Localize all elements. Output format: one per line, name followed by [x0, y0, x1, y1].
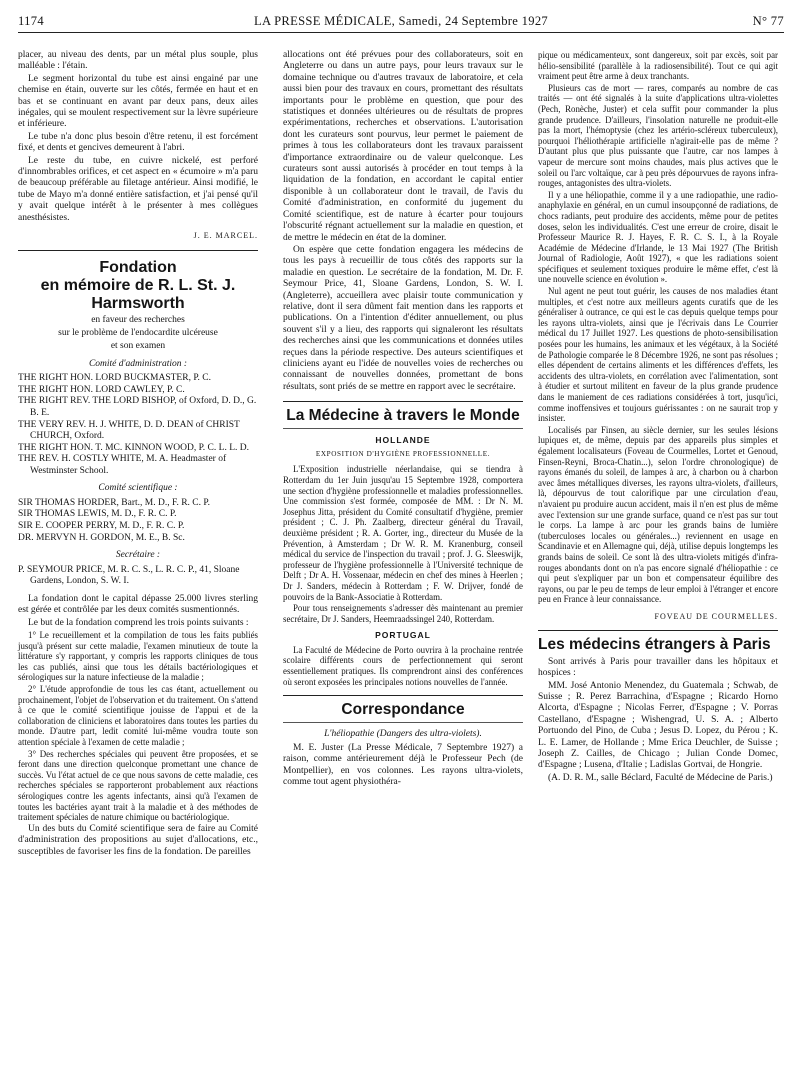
committee-heading: Secrétaire :: [115, 550, 161, 561]
committee-member: THE REV. H. COSTLY WHITE, M. A. Headmaster of Westminster School.: [18, 454, 227, 476]
column-3: [538, 50, 778, 785]
committee-member: DR. MERVYN H. GORDON, M. E., B. Sc.: [18, 532, 185, 543]
divider: [283, 401, 523, 402]
paragraph: MM. José Antonio Menendez, du Guatemala ; Schwab, de Suisse ; R. Perez Barrachina, d'Espagne ; Ricardo Horno Alcorta, d'Espagne ; Nicolas Ferrer, d'Espagne ; V. Porras Castellano, d'Espagne ; Wishengrad, U. S. A. ; Alberto Portuondo del Pino, de Cuba ; Jesus D. Lopez, du Pérou ; K. L. E. Lamer, de Hollande ; Mme Erica Deuchler, de Suisse ; Joseph Z. Cailles, de Chicago ; Julian Conde Domec, d'Espagne ; Lusena, d'Italie ; Ladislas Gortvai, de Hongrie.: [538, 680, 778, 771]
paragraph: Le but de la fondation comprend les trois points suivants :: [28, 617, 249, 628]
paragraph: Le tube n'a donc plus besoin d'être retenu, il est forcément fixé, et dents et gencives demeurent à l'abri.: [18, 131, 258, 154]
paragraph: Un des buts du Comité scientifique sera de faire au Comité d'administration des propositions au sujet d'allocations, etc., susceptibles de favoriser les fins de la fondation. De pareilles: [18, 823, 258, 857]
divider: [283, 428, 523, 429]
paragraph: Nul agent ne peut tout guérir, les causes de nos maladies étant multiples, et c'est notre aux meilleurs agents curatifs que de les généraliser à outrance, ce qui est le cas depuis quelque temps pour les rayons ultra-violets, ainsi que je l'écrivais dans Le Courrier médical du 17 Juillet 1927. Les questions de photo-sensibilisation posées pour les humains, les animaux et les végétaux, à la Société de Pathologie comparée le 8 Décembre 1926, ne sont pas résolues ; elles dépendent de certains aliments et les différences d'effets, les accidents des ultra-violets, en corrélation avec l'alimentation, sont à étudier et surtout militent en faveur de la plus grande prudence dans le maniement de ces radiations considérées à tort, jusqu'ici, comme inoffensives et toujours guérissantes : on ne saurait trop y insister.: [538, 286, 778, 424]
paragraph: 3° Des recherches spéciales qui peuvent être proposées, et se feront dans une direction quelconque promettant une chance de succès. Vu l'état actuel de ce que nous savons de cette maladie, ces recherches spéciales se rapporteront probablement aux réactions sérologiques contre les agents infectants, ainsi qu'à l'examen de toutes les bactéries ayant trait à la maladie et à des méthodes de traitement spéciales de nature chimique ou bactériologique.: [18, 748, 258, 823]
paragraph: L'Exposition industrielle néerlandaise, qui se tiendra à Rotterdam du 1er Juin jusqu'au 15 Septembre 1928, comportera une section d'hygiène professionnelle et maladies professionnelles. Une commission s'est formée, composée de MM. : Dr N. M. Josephus Jitta, président du Comité consultatif d'hygiène, premier président ; C. J. Ph. Zaalberg, directeur général du Travail, deuxième président ; R. A. Gorter, ing., directeur du Musée de la Prévention, à Amsterdam ; Dr W. R. M. Kranenburg, conseil médical du service de l'inspection du travail ; prof. J. G. Sleeswijk, professeur de l'hygiène professionnelle à l'Université technique de Delft ; Dr A. H. Vossenaar, médecin en chef des mines à Heerlen ; Dr J. Sanders, médecin à Rotterdam ; F. W. Drijver, fondé de pouvoirs de la Bank-Associatie à Rotterdam.: [283, 464, 523, 602]
paragraph: On espère que cette fondation engagera les médecins de tous les pays à recueillir de tous côtés des rapports sur la maladie en question. Le secrétaire de la fondation, M. Dr. F. Seymour Price, 41, Sloane Gardens, London, S. W. I. (Angleterre), accueillera avec plaisir toute communication y relative, dont il sera dûment fait mention dans les rapports et publications. On a l'intention d'éditer annuellement, ou plus souvent s'il y a lieu, des rapports qui signaleront les résultats des recherches ainsi que les communications et données utiles reçues dans la période respective. Des auteurs scientifiques et cliniciens ayant eu l'idée de nouvelles voies de recherches ou connaissant de nouvelles données, promettant de bons résultats, sont priés de se mettre en rapport avec le secrétaire.: [283, 244, 523, 392]
fondation-subtitle: et son examen: [110, 341, 166, 352]
column-1: [18, 50, 258, 859]
section-title: La Médecine à travers le Monde: [286, 407, 520, 425]
journal-title: LA PRESSE MÉDICALE, Samedi, 24 Septembre 1927: [253, 14, 549, 28]
committee-member: THE RIGHT HON. LORD CAWLEY, P. C.: [18, 384, 185, 395]
committee-member: SIR THOMAS HORDER, Bart., M. D., F. R. C. P.: [18, 497, 210, 508]
paragraph: allocations ont été prévues pour des collaborateurs, soit en Angleterre ou dans un autre pays, pour leurs travaux sur le domaine technique ou d'autres travaux de laboratoire, et cela aussi bien pour des travaux en cours, promettant des résultats importants pour le problème en question, que pour des statistiques et données ultérieures ou de résultats de propres expérimentations, recherches et observations. L'autorisation dont les curateurs sont pourvus, leur permet le paiement de primes à tous les collaborateurs dont les travaux paraissent d'importance extraordinaire ou de valeur quelconque. Les curateurs sont aussi autorisés à procéder en tout temps à la liquidation de la fondation, en accordant le capital entier disponible à un collaborateur dont le travail, de l'avis du Comité d'administration, en conformité du jugement du Comité scientifique, est de nature à écarter pour toujours l'obscurité régnant actuellement sur la maladie en question, et de mettre le médecin en état de la dominer.: [283, 50, 523, 243]
country-heading: PORTUGAL: [375, 630, 431, 641]
paragraph: Localisés par Finsen, au siècle dernier, sur les seules lésions lupiques et, de même, depuis par des appareils plus simples et également localisateurs (Foveau de Courmelles, Lortet et Genoud, Finsen-Reyni, Broca-Chatin...), selon l'ordre chronologique) de rayons émanés du soleil, de lampes à arc, à charbon ou à charbon avec âmes métalliques diverses, les rayons ultra-violets, d'ailleurs, là, dépourvus de tout calorifique par une circulation d'eau, n'avaient pu produire aucun accident, mais il n'en est plus de même avec l'extension sur une grande surface, quand ce n'est pas sur tout le corps. La lampe à arc pour les grands bains de lumière (tuberculoses locales ou générales...) reviennent en usage en Scandinavie et en Allemagne qui, déjà, utilise depuis longtemps les grands bains de soleil. Ce sont là des ultra-violets mitigés d'infra-rouges abondants dont on n'a pas encore signalé d'héliopathie : ce qui peut s'expliquer par un bon et compensateur équilibre des rayons, ou par le peu de temps de leur emploi à l'étranger et encore peu en France à leur connaissance.: [538, 424, 778, 605]
paragraph: Pour tous renseignements s'adresser dès maintenant au premier secrétaire, Dr J. Sanders, Heemraadssingel 240, Rotterdam.: [283, 603, 523, 624]
paragraph: placer, au niveau des dents, par un métal plus souple, plus malléable : l'étain.: [18, 50, 258, 72]
page-number: 1174: [18, 14, 44, 28]
paragraph: pique ou médicamenteux, sont dangereux, soit par excès, soit par hélio-sensibilité (parallèle à la radiosensibilité). Tout ce qui agit vraiment peut être arme à deux tranchants.: [538, 50, 778, 82]
paragraph: La fondation dont le capital dépasse 25.000 livres sterling est gérée et contrôlée par les deux comités susmentionnés.: [18, 593, 258, 616]
paragraph: (A. D. R. M., salle Béclard, Faculté de Médecine de Paris.): [548, 772, 773, 783]
section-title: Correspondance: [341, 701, 465, 719]
issue-number: N° 77: [752, 14, 784, 28]
correspondence-subtitle: L'héliopathie (Dangers des ultra-violets).: [324, 728, 482, 739]
paragraph: Le reste du tube, en cuivre nickelé, est perforé d'innombrables orifices, et cet aspect en « écumoire » m'a paru de beaucoup préférable au filetage antérieur. Ainsi modifié, le tube de Mayo m'a donné entière satisfaction, et j'ai pensé qu'il y avait quelque intérêt à le présenter à mes collègues anesthésistes.: [18, 155, 258, 223]
subsection-heading: EXPOSITION D'HYGIÈNE PROFESSIONNELLE.: [315, 450, 491, 458]
divider: [283, 695, 523, 696]
committee-member: THE RIGHT HON. LORD BUCKMASTER, P. C.: [18, 373, 212, 384]
committee-heading: Comité scientifique :: [98, 483, 178, 494]
column-2: [283, 50, 523, 790]
divider: [283, 722, 523, 723]
committee-member: THE RIGHT REV. THE LORD BISHOP, of Oxford, D. D., G. B. E.: [18, 396, 257, 418]
divider: [18, 250, 258, 251]
committee-heading: Comité d'administration :: [88, 358, 188, 369]
section-title: Les médecins étrangers à Paris: [538, 636, 771, 654]
fondation-title-2: en mémoire de R. L. St. J. Harmsworth: [40, 276, 236, 312]
fondation-title: Fondation: [99, 258, 177, 276]
signature: FOVEAU DE COURMELLES.: [654, 611, 778, 621]
fondation-subtitle: en faveur des recherches: [91, 314, 185, 325]
committee-member: THE RIGHT HON. T. MC. KINNON WOOD, P. C. L. L. D.: [18, 442, 249, 453]
paragraph: 1° Le recueillement et la compilation de tous les faits publiés jusqu'à présent sur cette maladie, l'examen minutieux de toute la littérature s'y rapportant, y compris les rapports cliniques de tous les cas publiés, ainsi que tous les détails bactériologiques et sérologiques sur la nature infectieuse de la maladie ;: [18, 630, 258, 683]
paragraph: Sont arrivés à Paris pour travailler dans les hôpitaux et hospices :: [538, 656, 778, 679]
paragraph: La Faculté de Médecine de Porto ouvrira à la prochaine rentrée scolaire différents cours de perfectionnement qui seront essentiellement pratiques. Ils comprendront ainsi des conférences où seront exposées les principales notions nouvelles de l'année.: [283, 644, 523, 687]
paragraph: M. E. Juster (La Presse Médicale, 7 Septembre 1927) a raison, comme antérieurement déjà le Professeur Pech (de Montpellier), en vos colonnes. Les rayons ultra-violets, comme tout agent physiothéra-: [283, 742, 523, 788]
signature: J. E. MARCEL.: [193, 231, 258, 241]
committee-member: THE VERY REV. H. J. WHITE, D. D. DEAN of CHRIST CHURCH, Oxford.: [18, 419, 240, 442]
paragraph: Il y a une héliopathie, comme il y a une radiopathie, une radio-anaphylaxie en général, en un cumul insoupçonné de radiations, de chocs radiants, peut produire des accidents, même pour de petites doses, selon les individualités. C'est une erreur de croire, disait le Professeur Maurice R. J. Hayes, F. R. C. S. I., à la Royale Académie de Médecine d'Irlande, le 13 Mai 1927 (The British Journal of Radiologie, Août 1927), « que les radiations soient spécifiques et seulement toxiques produire le même effet, c'est là une nouvelle science en évolution ».: [538, 189, 778, 285]
divider: [538, 630, 778, 631]
paragraph: Le segment horizontal du tube est ainsi engainé par une chemise en étain, ouverte sur les côtés, fermée en haut et en bas et se continuant en avant par deux pans, deux ailes inégales, qui se moulent respectivement sur la lèvre supérieure et inférieure.: [18, 73, 258, 130]
secretary: P. SEYMOUR PRICE, M. R. C. S., L. R. C. P., 41, Sloane Gardens, London, S. W. I.: [18, 564, 240, 587]
committee-member: SIR E. COOPER PERRY, M. D., F. R. C. P.: [18, 521, 185, 532]
paragraph: 2° L'étude approfondie de tous les cas étant, actuellement ou prochainement, l'objet de l'observation et du traitement. On s'attend à ce que le comité scientifique jouisse de l'appui et de la collaboration de cliniciens et laboratoires dans toutes les parties du monde. D'autre part, ledit comité lui-même voudra toute son attention spéciale à l'examen de cette maladie ;: [18, 684, 258, 747]
page-header: [18, 10, 784, 33]
country-heading: HOLLANDE: [375, 434, 431, 445]
paragraph: Plusieurs cas de mort — rares, comparés au nombre de cas traités — ont été signalés à la suite d'applications ultra-violettes (Pech, Ronèche, Juster) et cela suffit pour commander la plus grande prudence. D'ailleurs, l'insolation naturelle ne produit-elle pas la mort, l'hémoptysie (chez les artério-scléreux tuberculeux), pourquoi l'héliothérapie artificielle n'agirait-elle pas de même ? D'autant plus que plus puissante que l'autre, car nos lampes à vapeur de mercure sont moins chaudes, mais plus actives que le soleil ou l'arc voltaïque, car à peu près dépourvues de rayons infra-rouges, antagonistes des ultra-violets.: [538, 82, 778, 189]
fondation-subtitle: sur le problème de l'endocardite ulcéreuse: [58, 327, 218, 338]
committee-member: SIR THOMAS LEWIS, M. D., F. R. C. P.: [18, 509, 177, 520]
